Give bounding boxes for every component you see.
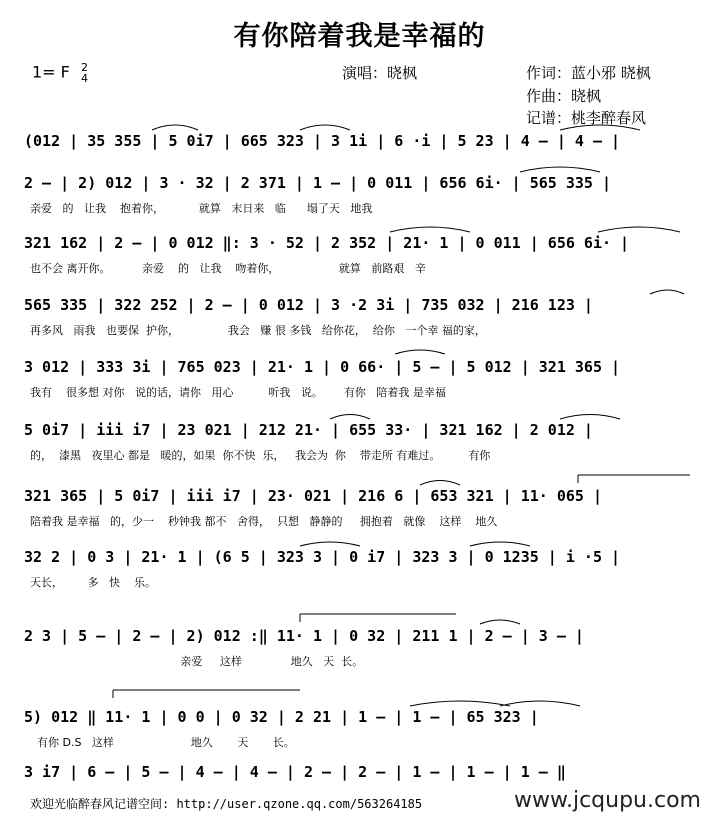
score-line-7-lyrics: 陪着我 是幸福 的，少一 秒钟我 都不 舍得， 只想 静静的 拥抱着 就像 这样 地久: [30, 515, 498, 528]
score-line-4-notes: 565 335 | 322 252 | 2 — | 0 012 | 3 ·2 3i | 735 032 | 216 123 |: [24, 296, 593, 314]
time-signature-bottom: 4: [80, 72, 88, 85]
transcriber-credit: 记谱：桃李醉春风: [526, 109, 647, 127]
score-line-10-notes: 5) 012 ‖ 11· 1 | 0 0 | 0 32 | 2 21 | 1 — | 1 — | 65 323 |: [24, 708, 539, 726]
score-line-9-notes: 2 3 | 5 — | 2 — | 2) 012 :‖ 11· 1 | 0 32 | 211 1 | 2 — | 3 — |: [24, 627, 584, 645]
score-line-7-notes: 321 365 | 5 0i7 | iii i7 | 23· 021 | 216 6 | 653 321 | 11· 065 |: [24, 487, 602, 505]
singer-credit: 演唱：晓枫: [342, 64, 418, 82]
score-line-2: [0, 174, 719, 238]
score-line-11-notes: 3 i7 | 6 — | 5 — | 4 — | 4 — | 2 — | 2 — | 1 — | 1 — | 1 — ‖: [24, 763, 566, 781]
score-line-5-notes: 3 012 | 333 3i | 765 023 | 21· 1 | 0 66· | 5 — | 5 012 | 321 365 |: [24, 358, 621, 376]
score-line-3-lyrics: 也不会 离开你。 亲爱 的 让我 吻着你， 就算 前路艰 辛: [30, 262, 426, 275]
score-line-5-lyrics: 我有 很多想 对你 说的话，请你 用心 听我 说。 有你 陪着我 是幸福: [30, 386, 446, 399]
score-line-1-notes: (012 | 35 355 | 5 0i7 | 665 323 | 3 1i | 6 ·i | 5 23 | 4 — | 4 — |: [24, 132, 621, 150]
score-line-8-notes: 32 2 | 0 3 | 21· 1 | (6 5 | 323 3 | 0 i7 | 323 3 | 0 1235 | i ·5 |: [24, 548, 621, 566]
score-line-8: [0, 548, 719, 612]
key-label: 1= F: [32, 62, 70, 82]
song-title: 有你陪着我是幸福的: [233, 21, 486, 52]
lyricist-credit: 作词：蓝小邪 晓枫: [526, 64, 651, 82]
score-line-3-notes: 321 162 | 2 — | 0 012 ‖: 3 · 52 | 2 352 | 21· 1 | 0 011 | 656 6i· |: [24, 234, 630, 252]
score-line-6-notes: 5 0i7 | iii i7 | 23 021 | 212 21· | 655 33· | 321 162 | 2 012 |: [24, 421, 593, 439]
site-watermark: www.jcqupu.com: [514, 788, 701, 813]
score-line-6-lyrics: 的， 漆黑 夜里心 都是 暖的，如果 你不快 乐， 我会为 你 带走所 有难过。 有你: [30, 449, 491, 462]
score-line-7: [0, 487, 719, 551]
key-signature: [32, 62, 88, 84]
score-line-2-notes: 2 — | 2) 012 | 3 · 32 | 2 371 | 1 — | 0 011 | 656 6i· | 565 335 |: [24, 174, 611, 192]
composer-credit: 作曲：晓枫: [526, 87, 602, 105]
score-line-8-lyrics: 天长， 多 快 乐。: [30, 576, 156, 589]
score-line-2-lyrics: 亲爱 的 让我 抱着你， 就算 末日来 临 塌了天 地我: [30, 202, 373, 215]
score-line-9: [0, 627, 719, 691]
score-line-11: [0, 763, 719, 791]
score-line-6: [0, 421, 719, 485]
time-signature-top: 2: [80, 61, 88, 74]
score-line-5: [0, 358, 719, 422]
score-line-4-lyrics: 再多风 雨我 也要保 护你， 我会 赚 很 多钱 给你花， 给你 一个幸 福的家，: [30, 324, 486, 337]
score-line-4: [0, 296, 719, 360]
score-line-10-lyrics: 有你 D.S 这样 地久 天 长。: [30, 736, 295, 749]
score-line-3: [0, 234, 719, 298]
footer-credit: 欢迎光临醉春风记谱空间: http://user.qzone.qq.com/563264185: [30, 797, 423, 811]
time-signature: [81, 62, 88, 84]
score-line-9-lyrics: 亲爱 这样 地久 天 长。: [30, 655, 364, 668]
